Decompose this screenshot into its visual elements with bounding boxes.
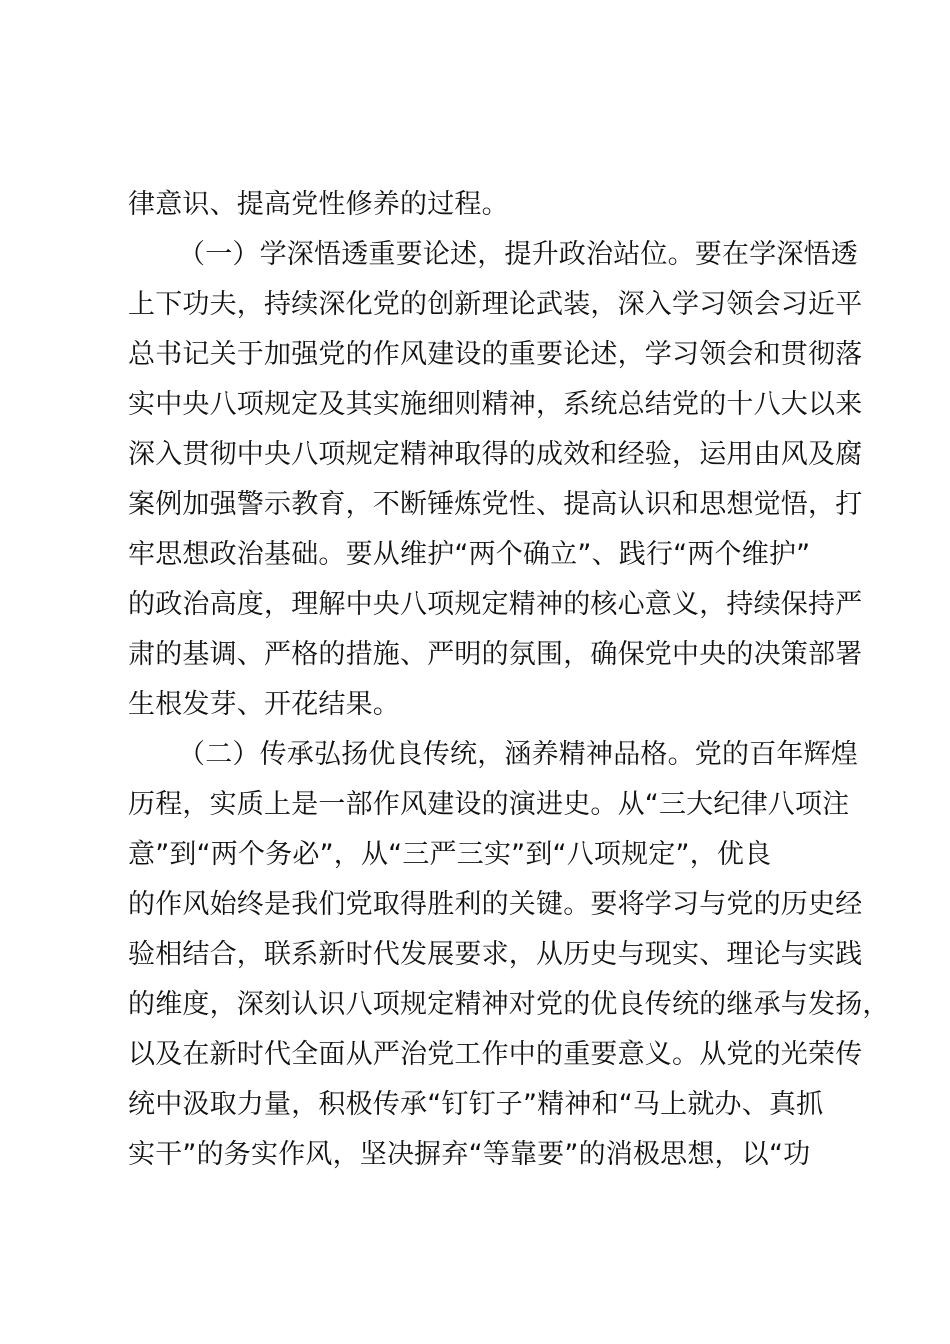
text-line: 上下功夫，持续深化党的创新理论武装，深入学习领会习近平 — [128, 289, 863, 320]
text-line: 肃的基调、严格的措施、严明的氛围，确保党中央的决策部署 — [128, 639, 863, 670]
text-line: 的作风始终是我们党取得胜利的关键。要将学习与党的历史经 — [128, 889, 863, 920]
text-line: 深入贯彻中央八项规定精神取得的成效和经验，运用由风及腐 — [128, 439, 863, 470]
text-line: 意”到“两个务必”，从“三严三实”到“八项规定”，优良 — [128, 839, 772, 870]
text-line: 案例加强警示教育，不断锤炼党性、提高认识和思想觉悟，打 — [128, 489, 863, 520]
text-line: （一）学深悟透重要论述，提升政治站位。要在学深悟透 — [178, 239, 858, 270]
text-line: 历程，实质上是一部作风建设的演进史。从“三大纪律八项注 — [128, 789, 850, 820]
text-line: 实中央八项规定及其实施细则精神，系统总结党的十八大以来 — [128, 389, 863, 420]
text-line: 验相结合，联系新时代发展要求，从历史与现实、理论与实践 — [128, 939, 863, 970]
text-line: 以及在新时代全面从严治党工作中的重要意义。从党的光荣传 — [128, 1039, 863, 1070]
body-text — [128, 180, 890, 1180]
text-line: 的维度，深刻认识八项规定精神对党的优良传统的继承与发扬， — [128, 989, 890, 1020]
text-line: 实干”的务实作风，坚决摒弃“等靠要”的消极思想，以“功 — [128, 1139, 811, 1170]
text-line: 牢思想政治基础。要从维护“两个确立”、践行“两个维护” — [128, 539, 811, 570]
text-line: 统中汲取力量，积极传承“钉钉子”精神和“马上就办、真抓 — [128, 1089, 824, 1120]
text-line: 的政治高度，理解中央八项规定精神的核心意义，持续保持严 — [128, 589, 863, 620]
text-line: 律意识、提高党性修养的过程。 — [128, 189, 509, 220]
text-line: 总书记关于加强党的作风建设的重要论述，学习领会和贯彻落 — [128, 339, 863, 370]
text-line: （二）传承弘扬优良传统，涵养精神品格。党的百年辉煌 — [178, 739, 858, 770]
text-line: 生根发芽、开花结果。 — [128, 689, 400, 720]
